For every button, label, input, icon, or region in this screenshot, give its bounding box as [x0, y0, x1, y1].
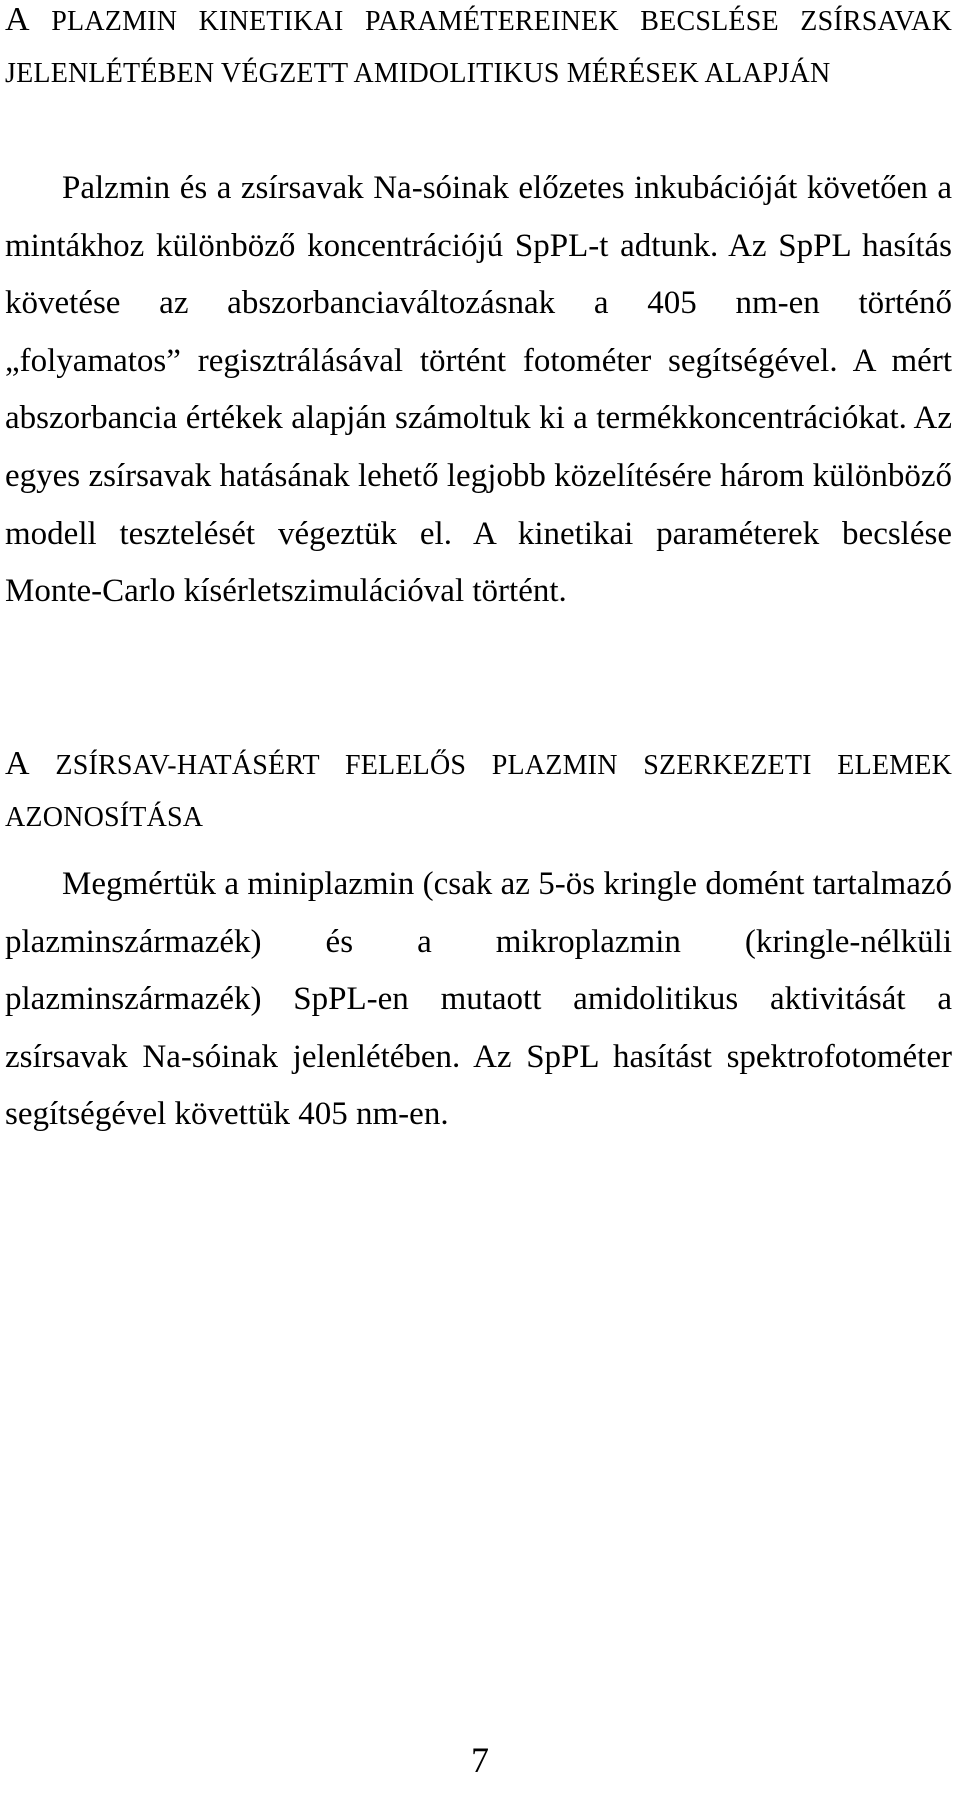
heading-text: ZSÍRSAV-HATÁSÉRT FELELŐS PLAZMIN SZERKEZETI ELEMEK AZONOSÍTÁSA [5, 750, 952, 833]
section-heading-plasmin-kinetics [5, 0, 952, 100]
paragraph-structural-elements: Megmértük a miniplazmin (csak az 5-ös kringle domént tartalmazó plazminszármazék) és a mikroplazmin (kringle-nélküli plazminszármazék) SpPL-en mutaott amidolitikus aktivitását a zsírsavak Na-sóinak jelenlétében. Az SpPL hasítást spektrofotométer segítségével követtük 405 nm-en. [5, 866, 952, 1133]
paragraph-plasmin-kinetics: Palzmin és a zsírsavak Na-sóinak előzetes inkubációját követően a mintákhoz különböző koncentrációjú SpPL-t adtunk. Az SpPL hasítás követése az abszorbanciaváltozásnak a 405 nm-en történő „folyamatos” regisztrálásával történt fotométer segítségével. A mért abszorbancia értékek alapján számoltuk ki a termékkoncentrációkat. Az egyes zsírsavak hatásának lehető legjobb közelítésére három különböző modell tesztelését végeztük el. A kinetikai paraméterek becslése Monte-Carlo kísérletszimulációval történt. [5, 170, 952, 610]
heading-initial: A [5, 1, 30, 38]
page-number: 7 [471, 1740, 489, 1780]
heading-initial: A [5, 745, 30, 782]
heading-text: PLAZMIN KINETIKAI PARAMÉTEREINEK BECSLÉSE ZSÍRSAVAK JELENLÉTÉBEN VÉGZETT AMIDOLITIKUS MÉRÉSEK ALAPJÁN [5, 6, 952, 89]
section-heading-structural-elements [5, 738, 952, 844]
